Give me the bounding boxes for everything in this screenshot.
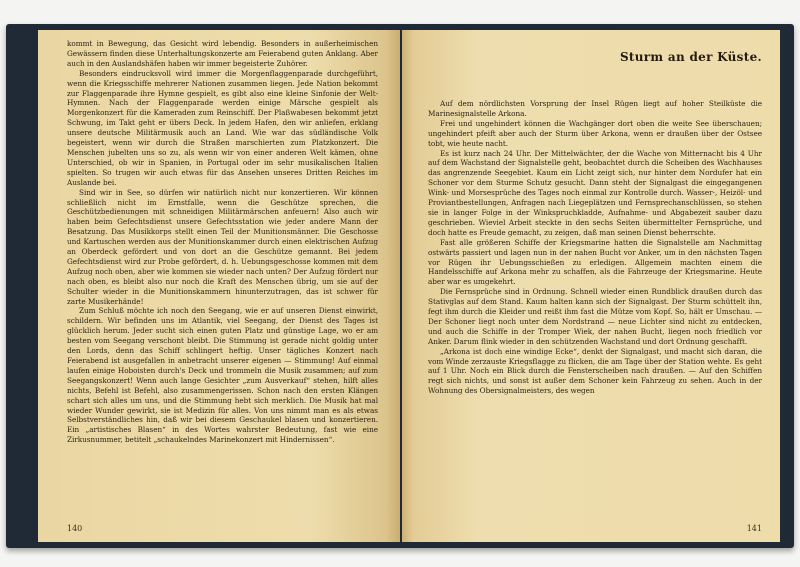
- right-paragraph-1: Auf dem nördlichsten Vorsprung der Insel Rügen liegt auf hoher Steilküste die Marinesignalstelle Arkona.: [428, 99, 762, 118]
- right-paragraph-2: Frei und ungehindert können die Wachgänger dort oben die weite See überschauen; ungehindert pfeift aber auch der Sturm über Arkona, wenn er draußen über der Ostsee tobt, wie heute nacht.: [428, 118, 762, 148]
- left-page-text: [67, 39, 378, 445]
- chapter-title: Sturm an der Küste.: [619, 50, 762, 64]
- right-page: [402, 30, 780, 542]
- left-paragraph-1: kommt in Bewegung, das Gesicht wird lebendig. Besonders in außerheimischen Gewässern finden diese Unterhaltungskonzerte am Feierabend guten Anklang. Aber auch in den Auslandshäfen haben wir immer begeisterte Zuhörer.: [67, 39, 378, 68]
- right-paragraph-3: Es ist kurz nach 24 Uhr. Der Mittelwächter, der die Wache von Mitternacht bis 4 Uhr auf dem Wachstand der Signalstelle geht, beobachtet durch die Scheiben des Wachhauses das angrenzende Seegebiet. Kaum ein Licht zeigt sich, nur hinter dem Nordufer hat ein Schoner vor dem Sturme Schutz gesucht. Dann steht der Signalgast die eingegangenen Wink- und Morsesprüche des Tages noch einmal zur Kontrolle durch. Wasser-, Heizöl- und Proviantbestellungen, Anfragen nach Liegeplätzen und Fernsprechanschlüssen, so stehen sie in langer Folge in der Winkspruchkladde, Aufnahme- und Abgabezeit sauber dazu geschrieben. Wieviel Arbeit steckte in den sechs Seiten übermittelter Fernsprüche, und doch hatte es Freude gemacht, zu zeigen, daß man seinen Dienst beherrschte.: [428, 148, 762, 237]
- left-page: [38, 30, 400, 542]
- left-paragraph-2: Besonders eindrucksvoll wird immer die Morgenflaggenparade durchgeführt, wenn die Kriegsschiffe mehrerer Nationen zusammen liegen. Jede Nation bekommt zur Flaggenparade ihre Hymne gespielt, es gibt also eine kleine Sinfonie der Welt-Hymnen. Nach der Flaggenparade werden einige Märsche gespielt als Morgenkonzert für die Kameraden zum Reinschiff. Der Plaßwabesen bekommt jetzt Schwung, im Takt geht er übers Deck. In jedem Hafen, den wir anliefen, erklang unsere deutsche Militärmusik auch an Land. Wie war das südländische Volk begeistert, wenn wir durch die Straßen marschierten zum Platzkonzert. Die Menschen jubelten uns so zu, als wenn wir von einer anderen Welt kämen, ohne Unterschied, ob wir in Spanien, in Portugal oder im sehr musikalischen Italien spielten. So trugen wir auch etwas für das Ansehen unseres Dritten Reiches im Auslande bei.: [67, 68, 378, 187]
- left-paragraph-3: Sind wir in See, so dürfen wir natürlich nicht nur konzertieren. Wir können schließlich nicht im Ernstfalle, wenn die Geschütze sprechen, die Geschützbedienungen mit schneidigen Militärmärschen anfeuern! Also auch wir haben beim Gefechtsdienst unsere Gefechtsstation wie jeder andere Mann der Besatzung. Das Musikkorps stellt einen Teil der Munitionsmänner. Die Geschosse und Kartuschen werden aus der Munitionskammer durch einen elektrischen Aufzug an Oberdeck gefördert und von dort an die Geschütze gemannt. Bei jedem Gefechtsdienst wird zur Probe gefördert, d. h. Uebungsgeschosse kommen mit dem Aufzug noch oben, aber wie kommen sie wieder nach unten? Der Aufzug fördert nur nach oben, es bleibt also nur noch die Kraft des Menschen übrig, um sie auf der Schulter wieder in die Munitionskammern hinunterzutragen, das ist schwer für zarte Musikerhände!: [67, 187, 378, 306]
- right-page-number: 141: [746, 524, 762, 533]
- right-paragraph-5: Die Fernsprüche sind in Ordnung. Schnell wieder einen Rundblick draußen durch das Stativglas auf dem Stand. Kaum halten kann sich der Signalgast. Der Sturm schüttelt ihn, fegt ihm durch die Kleider und reißt ihm fast die Mütze vom Kopf. So, hält er Umschau. — Der Schoner liegt noch unter dem Nordstrand — neue Lichter sind nicht zu entdecken, und auch die Schiffe in der Tromper Wiek, der nahen Bucht, liegen noch friedlich vor Anker. Darum flink wieder in den schützenden Wachstand und dort Ordnung geschafft.: [428, 287, 762, 346]
- left-paragraph-4: Zum Schluß möchte ich noch den Seegang, wie er auf unseren Dienst einwirkt, schildern. Wir befinden uns im Atlantik, viel Seegang, der Dienst des Tages ist glücklich herum. Jeder sucht sich einen guten Platz und günstige Lage, wo er am besten vom Seegang verschont bleibt. Die Stimmung ist gerade nicht goldig unter den Lords, denn das Schiff schlingert heftig. Unser tägliches Konzert nach Feierabend ist ausgefallen in anbetracht unserer eigenen — Stimmung! Auf einmal laufen einige Hoboisten durch's Deck und trommeln die Musik zusammen; auf zum Seegangskonzert! Wenn auch lange Gesichter „zum Ausverkauf“ stehen, hilft alles nichts, Befehl ist Befehl, also zusammengerissen. Schon nach den ersten Klängen schart sich alles um uns, und die Stimmung hebt sich merklich. Die Musik hat mal wieder Wunder gewirkt, sie ist Medizin für alles. Von uns nimmt man es als etwas Selbstverständliches hin, daß wir bei diesem Geschaukel blasen und konzertieren. Ein „artistisches Blasen“ in des Wortes wahrster Bedeutung, fast wie eine Zirkusnummer, betitelt „schaukelndes Marinekonzert mit Hindernissen“.: [67, 306, 378, 445]
- right-paragraph-6: „Arkona ist doch eine windige Ecke“, denkt der Signalgast, und macht sich daran, die vom Winde zerzauste Kriegsflagge zu flicken, die am Tage über der Station wehte. Es geht auf 1 Uhr. Noch ein Blick durch die Fensterscheiben nach draußen. — Auf den Schiffen regt sich nichts, und sonst ist außer dem Schoner kein Fahrzeug zu sehen. Auch in der Wohnung des Obersignalmeisters, des wegen: [428, 346, 762, 396]
- left-page-number: 140: [67, 524, 83, 533]
- right-page-text: [428, 99, 762, 396]
- right-paragraph-4: Fast alle größeren Schiffe der Kriegsmarine hatten die Signalstelle am Nachmittag ostwärts passiert und lagen nun in der nahen Bucht vor Anker, um in den nächsten Tagen vor Rügen ihr Uebungsschießen zu erledigen. Allgemein machten einem die Handelsschiffe auf Arkona mehr zu schaffen, als die Fahrzeuge der Kriegsmarine. Heute aber war es umgekehrt.: [428, 237, 762, 287]
